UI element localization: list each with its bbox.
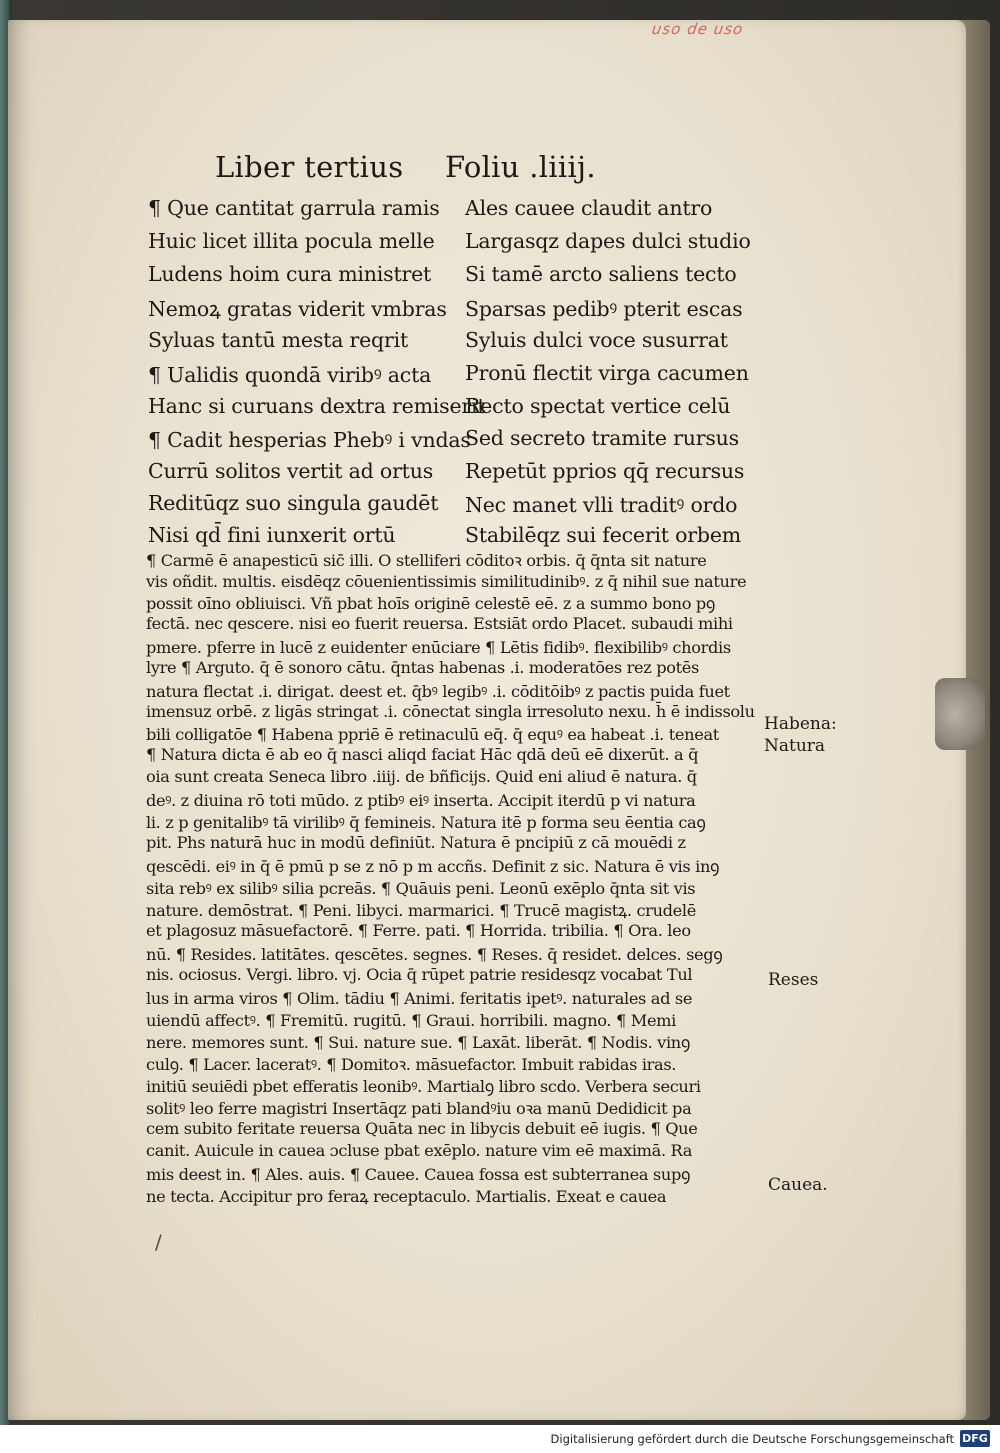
verse-line-left: Hanc si curuans dextra remiserit bbox=[148, 394, 486, 418]
commentary-line: solitꝰ leo ferre magistri Insertāqz pati blandꝰiu oꝛa manū Dedidicit pa bbox=[146, 1099, 692, 1118]
commentary-line: bili colligatōe ¶ Habena ppriē ē retinaculū eq̄. q̄ equꝰ ea habeat .i. teneat bbox=[146, 725, 719, 744]
verse-line-left: Syluas tantū mesta reqrit bbox=[148, 328, 408, 352]
commentary-line: lyre ¶ Arguto. q̄ ē sonoro cātu. q̄ntas habenas .i. moderatōes rez potēs bbox=[146, 658, 699, 677]
stray-ink-mark: / bbox=[155, 1230, 162, 1254]
commentary-line: natura flectat .i. dirigat. deest et. q̄bꝰ legibꝰ .i. cōditōibꝰ z pactis puida fuet bbox=[146, 682, 730, 701]
commentary-line: nature. demōstrat. ¶ Peni. libyci. marmarici. ¶ Trucē magistꝝ. crudelē bbox=[146, 901, 696, 920]
marginal-note: Reses bbox=[768, 970, 819, 990]
verse-line-left: ¶ Que cantitat garrula ramis bbox=[148, 196, 440, 220]
funding-credit: Digitalisierung gefördert durch die Deutsche Forschungsgemeinschaft bbox=[550, 1432, 954, 1446]
commentary-line: mis deest in. ¶ Ales. auis. ¶ Cauee. Cauea fossa est subterranea supꝯ bbox=[146, 1165, 691, 1184]
verse-line-right: Largasqz dapes dulci studio bbox=[465, 229, 751, 253]
folio-number: Foliu .liiij. bbox=[445, 150, 596, 184]
verse-line-left: Nisi qd̄ fini iunxerit ortū bbox=[148, 523, 396, 547]
verse-line-left: Nemoꝝ gratas viderit vmbras bbox=[148, 297, 447, 321]
verse-line-right: Nec manet vlli traditꝰ ordo bbox=[465, 493, 738, 517]
commentary-line: qescēdi. eiꝰ in q̄ ē pmū p se z nō p m accñs. Definit z sic. Natura ē vis inꝯ bbox=[146, 857, 720, 876]
marginal-note: Habena: bbox=[764, 714, 837, 734]
marginal-note: Cauea. bbox=[768, 1175, 828, 1195]
commentary-line: ne tecta. Accipitur pro feraꝝ receptaculo. Martialis. Exeat e cauea bbox=[146, 1187, 667, 1206]
verse-line-left: Currū solitos vertit ad ortus bbox=[148, 459, 434, 483]
dfg-logo: DFG bbox=[960, 1430, 990, 1447]
book-clasp bbox=[935, 678, 985, 750]
verse-line-right: Sparsas pedibꝰ pterit escas bbox=[465, 297, 743, 321]
verse-line-right: Pronū flectit virga cacumen bbox=[465, 361, 749, 385]
verse-line-left: Huic licet illita pocula melle bbox=[148, 229, 435, 253]
verse-line-right: Si tamē arcto saliens tecto bbox=[465, 262, 737, 286]
commentary-line: fectā. nec qescere. nisi eo fuerit reuersa. Estsiāt ordo Placet. subaudi mihi bbox=[146, 614, 733, 633]
commentary-line: pmere. pferre in lucē z euidenter enūciare ¶ Lētis fidibꝰ. flexibilibꝰ chordis bbox=[146, 638, 731, 657]
commentary-line: nū. ¶ Resides. latitātes. qescētes. segnes. ¶ Reses. q̄ residet. delces. segꝯ bbox=[146, 945, 723, 964]
verse-line-right: Repetūt pprios qq̄ recursus bbox=[465, 459, 745, 483]
verse-line-left: ¶ Cadit hesperias Phebꝰ i vndas bbox=[148, 428, 471, 452]
commentary-line: sita rebꝰ ex silibꝰ silia pcreās. ¶ Quāuis peni. Leonū exēplo q̄nta sit vis bbox=[146, 879, 696, 898]
verse-line-left: ¶ Ualidis quondā viribꝰ acta bbox=[148, 363, 432, 387]
commentary-line: initiū seuiēdi pbet efferatis leonibꝰ. Martialꝯ libro scdo. Verbera securi bbox=[146, 1077, 701, 1096]
commentary-line: cem subito feritate reuersa Quāta nec in libycis debuit eē iugis. ¶ Que bbox=[146, 1119, 698, 1138]
running-title: Liber tertius bbox=[215, 150, 404, 184]
commentary-line: et plagosuz māsuefactorē. ¶ Ferre. pati. ¶ Horrida. tribilia. ¶ Ora. leo bbox=[146, 921, 691, 940]
commentary-line: pit. Phs naturā huc in modū definiūt. Natura ē pncipiū z cā mouēdi z bbox=[146, 833, 686, 852]
commentary-line: nis. ociosus. Vergi. libro. vj. Ocia q̄ rūpet patrie residesqz vocabat Tul bbox=[146, 965, 693, 984]
verse-line-right: Recto spectat vertice celū bbox=[465, 394, 731, 418]
commentary-line: imensuz orbē. z ligās stringat .i. cōnectat singla irresoluto nexu. h̄ ē indissolu bbox=[146, 702, 755, 721]
commentary-line: culꝯ. ¶ Lacer. laceratꝰ. ¶ Domitoꝛ. māsuefactor. Imbuit rabidas iras. bbox=[146, 1055, 677, 1074]
verse-line-right: Stabilēqz sui fecerit orbem bbox=[465, 523, 741, 547]
verse-line-right: Sed secreto tramite rursus bbox=[465, 426, 739, 450]
commentary-line: ¶ Carmē ē anapesticū sic̄ illi. O stelliferi cōditoꝛ orbis. q̄ q̄nta sit nature bbox=[146, 551, 707, 570]
verse-line-right: Syluis dulci voce susurrat bbox=[465, 328, 728, 352]
commentary-line: canit. Auicule in cauea ɔcluse pbat exēplo. nature vim eē maximā. Ra bbox=[146, 1141, 693, 1160]
library-stamp: uso de uso bbox=[650, 20, 745, 38]
commentary-line: deꝰ. z diuina rō toti mūdo. z ptibꝰ eiꝰ inserta. Accipit iterdū p vi natura bbox=[146, 791, 696, 810]
marginal-note: Natura bbox=[764, 736, 826, 756]
verse-line-left: Ludens hoim cura ministret bbox=[148, 262, 432, 286]
commentary-line: vis oñdit. multis. eisdēqz cōuenientissimis similitudinibꝰ. z q̄ nihil sue nature bbox=[146, 572, 747, 591]
commentary-line: oia sunt creata Seneca libro .iiij. de bñficijs. Quid eni aliud ē natura. q̄ bbox=[146, 767, 697, 786]
commentary-line: uiendū affectꝰ. ¶ Fremitū. rugitū. ¶ Graui. horribili. magno. ¶ Memi bbox=[146, 1011, 677, 1030]
commentary-line: li. z p genitalibꝰ tā virilibꝰ q̄ femineis. Natura itē p forma seu ēentia caꝯ bbox=[146, 813, 706, 832]
commentary-line: nere. memores sunt. ¶ Sui. nature sue. ¶ Laxāt. liberāt. ¶ Nodis. vinꝯ bbox=[146, 1033, 691, 1052]
commentary-line: ¶ Natura dicta ē ab eo q̄ nasci aliqd faciat Hāc qdā deū eē dixerūt. a q̄ bbox=[146, 745, 699, 764]
verse-line-left: Reditūqz suo singula gaudēt bbox=[148, 491, 439, 515]
commentary-line: lus in arma viros ¶ Olim. tādiu ¶ Animi. feritatis ipetꝰ. naturales ad se bbox=[146, 989, 693, 1008]
commentary-line: possit oīno obliuisci. Vñ pbat hoīs originē celestē eē. z a summo bono pꝯ bbox=[146, 594, 716, 613]
verse-line-right: Ales cauee claudit antro bbox=[465, 196, 713, 220]
